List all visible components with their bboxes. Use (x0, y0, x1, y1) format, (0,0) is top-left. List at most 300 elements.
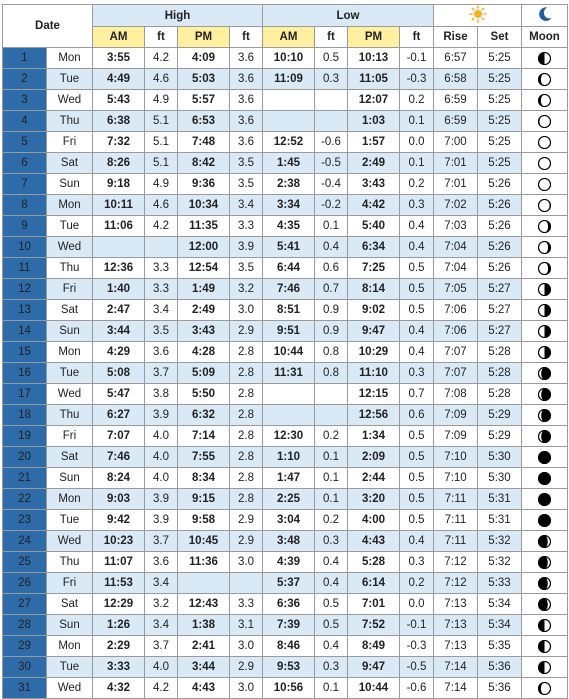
sunset-time: 5:27 (478, 300, 522, 321)
day-number: 7 (3, 174, 47, 195)
moon-phase-cell (522, 447, 568, 468)
high-pm-ft-header: ft (230, 27, 263, 48)
high-am-height: 3.8 (145, 384, 178, 405)
high-pm-time: 2:49 (178, 300, 230, 321)
tide-table-body (3, 48, 568, 699)
sunset-time: 5:31 (478, 489, 522, 510)
low-pm-time: 8:49 (348, 636, 400, 657)
day-number: 31 (3, 678, 47, 699)
moon-phase-cell (522, 300, 568, 321)
low-am-height: 0.7 (315, 279, 348, 300)
low-pm-height: 0.5 (400, 258, 434, 279)
moon-phase-header: Moon (522, 27, 568, 48)
low-am-time: 9:53 (263, 657, 315, 678)
low-am-height: 0.2 (315, 510, 348, 531)
high-pm-time: 7:55 (178, 447, 230, 468)
day-of-week: Sun (47, 321, 93, 342)
low-am-ft-header: ft (315, 27, 348, 48)
low-am-time: 6:36 (263, 594, 315, 615)
table-row (3, 216, 568, 237)
day-of-week: Fri (47, 132, 93, 153)
moon-new-icon (538, 157, 551, 170)
sunset-time: 5:25 (478, 111, 522, 132)
low-pm-time: 6:34 (348, 237, 400, 258)
high-pm-height: 3.6 (230, 69, 263, 90)
low-pm-time: 4:43 (348, 531, 400, 552)
day-of-week: Tue (47, 69, 93, 90)
moon-waxing-crescent-thin-icon (538, 199, 551, 212)
high-pm-time: 3:43 (178, 321, 230, 342)
high-pm-height: 2.8 (230, 447, 263, 468)
sunrise-time: 7:14 (434, 657, 478, 678)
moon-new-icon (538, 136, 551, 149)
low-pm-height: 0.5 (400, 447, 434, 468)
sunset-time: 5:26 (478, 195, 522, 216)
low-pm-time: 9:47 (348, 321, 400, 342)
sun-icon (469, 5, 487, 26)
moon-first-quarter-icon (538, 304, 551, 317)
table-row (3, 258, 568, 279)
high-pm-height: 2.8 (230, 384, 263, 405)
low-am-height: 0.1 (315, 489, 348, 510)
day-of-week: Thu (47, 111, 93, 132)
table-row (3, 489, 568, 510)
low-pm-time: 2:09 (348, 447, 400, 468)
low-am-height: 0.5 (315, 48, 348, 69)
sunrise-time: 6:59 (434, 111, 478, 132)
sunset-time: 5:28 (478, 384, 522, 405)
day-of-week: Fri (47, 279, 93, 300)
day-of-week: Tue (47, 510, 93, 531)
moon-phase-cell (522, 636, 568, 657)
high-pm-time: 12:00 (178, 237, 230, 258)
day-number: 6 (3, 153, 47, 174)
low-pm-height: -0.6 (400, 678, 434, 699)
moon-phase-cell (522, 510, 568, 531)
day-number: 24 (3, 531, 47, 552)
low-am-height: 0.1 (315, 678, 348, 699)
low-am-height: 0.3 (315, 69, 348, 90)
low-pm-height: 0.3 (400, 363, 434, 384)
sunrise-time: 7:10 (434, 447, 478, 468)
sunset-time: 5:25 (478, 132, 522, 153)
table-row (3, 552, 568, 573)
day-number: 19 (3, 426, 47, 447)
high-pm-time: 6:32 (178, 405, 230, 426)
sunrise-time: 7:06 (434, 300, 478, 321)
moon-last-quarter-icon (538, 640, 551, 653)
high-am-ft-header: ft (145, 27, 178, 48)
moon-phase-cell (522, 174, 568, 195)
high-pm-height: 3.0 (230, 636, 263, 657)
moon-phase-cell (522, 594, 568, 615)
table-row (3, 405, 568, 426)
low-pm-time: 6:14 (348, 573, 400, 594)
high-pm-height: 3.1 (230, 615, 263, 636)
low-am-time: 2:38 (263, 174, 315, 195)
low-am-time: 4:35 (263, 216, 315, 237)
moon-waxing-gibbous-icon (538, 388, 551, 401)
high-pm-time: 5:50 (178, 384, 230, 405)
high-am-time: 8:26 (93, 153, 145, 174)
high-pm-time: 4:43 (178, 678, 230, 699)
moon-last-quarter-icon (538, 52, 551, 65)
low-pm-height: 0.3 (400, 552, 434, 573)
day-of-week: Sat (47, 594, 93, 615)
day-of-week: Sun (47, 174, 93, 195)
low-am-height: 0.4 (315, 237, 348, 258)
moon-header (522, 5, 568, 27)
high-pm-height: 2.8 (230, 468, 263, 489)
table-row (3, 657, 568, 678)
high-pm-height: 3.2 (230, 279, 263, 300)
sunset-time: 5:26 (478, 237, 522, 258)
high-am-time: 3:33 (93, 657, 145, 678)
sunrise-time: 7:11 (434, 531, 478, 552)
low-pm-time: 12:07 (348, 90, 400, 111)
high-am-time: 1:40 (93, 279, 145, 300)
low-pm-height: 0.0 (400, 594, 434, 615)
low-am-height: 0.4 (315, 552, 348, 573)
high-pm-time: 11:36 (178, 552, 230, 573)
sunrise-time: 7:08 (434, 384, 478, 405)
high-am-time (93, 237, 145, 258)
high-am-height: 5.1 (145, 132, 178, 153)
high-pm-time: 10:34 (178, 195, 230, 216)
low-pm-height: 0.5 (400, 426, 434, 447)
high-pm-time: 4:28 (178, 342, 230, 363)
low-am-height (315, 384, 348, 405)
low-pm-time: 9:02 (348, 300, 400, 321)
day-of-week: Mon (47, 195, 93, 216)
moon-waning-crescent-icon (538, 73, 551, 86)
sunrise-time: 7:01 (434, 153, 478, 174)
day-of-week: Wed (47, 678, 93, 699)
moon-full-icon (538, 451, 551, 464)
low-am-height: 0.3 (315, 657, 348, 678)
sunrise-time: 7:04 (434, 258, 478, 279)
day-of-week: Sun (47, 615, 93, 636)
high-am-height: 3.6 (145, 342, 178, 363)
sunset-time: 5:26 (478, 174, 522, 195)
moon-waxing-crescent-icon (538, 220, 551, 233)
low-am-height: 0.9 (315, 300, 348, 321)
high-am-height: 3.3 (145, 279, 178, 300)
low-am-time: 9:51 (263, 321, 315, 342)
high-am-height: 3.4 (145, 300, 178, 321)
low-am-time: 3:04 (263, 510, 315, 531)
high-am-height: 3.9 (145, 489, 178, 510)
moon-waxing-crescent-icon (538, 262, 551, 275)
low-am-time: 3:48 (263, 531, 315, 552)
moon-phase-cell (522, 657, 568, 678)
high-am-height: 4.0 (145, 426, 178, 447)
high-pm-time: 8:34 (178, 468, 230, 489)
moon-phase-cell (522, 405, 568, 426)
low-pm-time: 10:44 (348, 678, 400, 699)
day-of-week: Wed (47, 237, 93, 258)
high-pm-time: 3:44 (178, 657, 230, 678)
moon-first-quarter-icon (538, 283, 551, 296)
low-am-height: 0.5 (315, 615, 348, 636)
day-of-week: Fri (47, 573, 93, 594)
table-row (3, 384, 568, 405)
high-am-time: 3:44 (93, 321, 145, 342)
day-number: 27 (3, 594, 47, 615)
moon-first-quarter-icon (538, 346, 551, 359)
high-pm-time: 1:38 (178, 615, 230, 636)
moon-first-quarter-icon (538, 325, 551, 338)
low-pm-height: 0.5 (400, 300, 434, 321)
high-am-time: 4:29 (93, 342, 145, 363)
high-am-height: 4.9 (145, 174, 178, 195)
high-am-height: 3.6 (145, 552, 178, 573)
high-am-height: 4.9 (145, 90, 178, 111)
sunset-time: 5:28 (478, 363, 522, 384)
day-of-week: Fri (47, 426, 93, 447)
high-am-time: 9:42 (93, 510, 145, 531)
sunrise-time: 7:09 (434, 405, 478, 426)
moon-phase-cell (522, 531, 568, 552)
high-pm-height: 2.9 (230, 657, 263, 678)
sunrise-time: 7:14 (434, 678, 478, 699)
table-row (3, 153, 568, 174)
high-pm-height: 2.9 (230, 531, 263, 552)
day-of-week: Wed (47, 384, 93, 405)
sunrise-time: 6:57 (434, 48, 478, 69)
day-number: 17 (3, 384, 47, 405)
sunset-time: 5:27 (478, 279, 522, 300)
day-number: 8 (3, 195, 47, 216)
low-pm-height: 0.4 (400, 531, 434, 552)
sunset-time: 5:30 (478, 468, 522, 489)
low-am-time: 1:10 (263, 447, 315, 468)
day-number: 2 (3, 69, 47, 90)
high-am-time: 10:11 (93, 195, 145, 216)
low-pm-height: -0.3 (400, 636, 434, 657)
moon-waning-gibbous-icon (538, 535, 551, 548)
moon-waning-crescent-icon (538, 94, 551, 107)
sunrise-time: 7:13 (434, 636, 478, 657)
sun-header (434, 5, 522, 27)
high-pm-height: 2.8 (230, 405, 263, 426)
sunrise-time: 7:11 (434, 489, 478, 510)
low-am-time: 12:52 (263, 132, 315, 153)
high-pm-time: 9:15 (178, 489, 230, 510)
high-pm-height: 3.6 (230, 90, 263, 111)
table-row (3, 90, 568, 111)
day-number: 3 (3, 90, 47, 111)
day-number: 10 (3, 237, 47, 258)
low-pm-time: 1:34 (348, 426, 400, 447)
sunset-time: 5:29 (478, 426, 522, 447)
high-am-height: 4.6 (145, 195, 178, 216)
moon-phase-cell (522, 237, 568, 258)
high-pm-time: 12:54 (178, 258, 230, 279)
low-am-height: 0.3 (315, 531, 348, 552)
sunrise-time: 7:07 (434, 342, 478, 363)
low-pm-height: 0.2 (400, 90, 434, 111)
high-am-height: 3.7 (145, 636, 178, 657)
high-pm-height: 2.8 (230, 342, 263, 363)
low-pm-height: -0.1 (400, 615, 434, 636)
low-pm-height: 0.4 (400, 237, 434, 258)
table-row (3, 279, 568, 300)
sunset-time: 5:26 (478, 216, 522, 237)
high-am-height: 3.4 (145, 573, 178, 594)
low-am-height: 0.2 (315, 426, 348, 447)
sunset-time: 5:25 (478, 48, 522, 69)
sunset-time: 5:29 (478, 405, 522, 426)
day-of-week: Mon (47, 342, 93, 363)
low-pm-height: 0.2 (400, 573, 434, 594)
low-pm-ft-header: ft (400, 27, 434, 48)
crescent-moon-icon (536, 5, 554, 26)
moon-waning-gibbous-icon (538, 577, 551, 590)
table-row (3, 447, 568, 468)
moon-waxing-crescent-icon (538, 241, 551, 254)
low-am-height: -0.2 (315, 195, 348, 216)
low-pm-height: 0.2 (400, 174, 434, 195)
moon-phase-cell (522, 363, 568, 384)
low-pm-time: 7:52 (348, 615, 400, 636)
low-pm-time: 2:44 (348, 468, 400, 489)
table-row (3, 531, 568, 552)
day-of-week: Sat (47, 300, 93, 321)
sunrise-time: 7:04 (434, 237, 478, 258)
day-number: 16 (3, 363, 47, 384)
low-am-height: 0.4 (315, 573, 348, 594)
sunrise-time: 7:06 (434, 321, 478, 342)
high-am-height (145, 237, 178, 258)
high-am-time: 5:43 (93, 90, 145, 111)
moon-phase-cell (522, 468, 568, 489)
low-pm-height: 0.0 (400, 132, 434, 153)
low-am-header: AM (263, 27, 315, 48)
low-pm-time: 9:47 (348, 657, 400, 678)
high-pm-height: 3.5 (230, 258, 263, 279)
low-am-time: 1:45 (263, 153, 315, 174)
low-am-time: 10:44 (263, 342, 315, 363)
low-am-height (315, 90, 348, 111)
moon-phase-cell (522, 489, 568, 510)
low-pm-height: 0.4 (400, 342, 434, 363)
high-pm-height: 3.0 (230, 300, 263, 321)
low-pm-height: 0.4 (400, 216, 434, 237)
high-am-time: 4:49 (93, 69, 145, 90)
moon-phase-cell (522, 552, 568, 573)
high-pm-height: 3.9 (230, 237, 263, 258)
moon-waning-gibbous-icon (538, 556, 551, 569)
high-am-height: 4.2 (145, 216, 178, 237)
day-of-week: Tue (47, 216, 93, 237)
sunset-time: 5:25 (478, 69, 522, 90)
day-of-week: Thu (47, 405, 93, 426)
date-header: Date (3, 5, 93, 48)
moon-last-quarter-icon (538, 661, 551, 674)
moon-phase-cell (522, 48, 568, 69)
low-pm-time: 5:40 (348, 216, 400, 237)
low-am-time: 11:09 (263, 69, 315, 90)
sunrise-time: 7:03 (434, 216, 478, 237)
high-pm-height: 3.0 (230, 552, 263, 573)
low-am-time: 7:39 (263, 615, 315, 636)
sunrise-time: 7:02 (434, 195, 478, 216)
day-number: 26 (3, 573, 47, 594)
moon-phase-cell (522, 615, 568, 636)
high-pm-height: 3.6 (230, 48, 263, 69)
high-am-height: 4.2 (145, 48, 178, 69)
high-am-time: 9:18 (93, 174, 145, 195)
table-row (3, 615, 568, 636)
low-am-time: 3:34 (263, 195, 315, 216)
day-number: 30 (3, 657, 47, 678)
high-pm-time: 1:49 (178, 279, 230, 300)
moon-phase-cell (522, 426, 568, 447)
high-pm-height: 2.8 (230, 489, 263, 510)
high-am-time: 11:07 (93, 552, 145, 573)
low-pm-height: 0.1 (400, 153, 434, 174)
high-am-height: 3.3 (145, 258, 178, 279)
high-am-height: 3.2 (145, 594, 178, 615)
low-am-height: 0.5 (315, 594, 348, 615)
low-am-time: 10:10 (263, 48, 315, 69)
high-am-time: 8:24 (93, 468, 145, 489)
high-am-time: 2:47 (93, 300, 145, 321)
moon-full-icon (538, 514, 551, 527)
high-pm-height: 3.3 (230, 216, 263, 237)
table-row (3, 321, 568, 342)
sunrise-time: 7:10 (434, 468, 478, 489)
high-am-height: 4.2 (145, 678, 178, 699)
high-pm-time: 12:43 (178, 594, 230, 615)
tide-table-container (2, 4, 567, 699)
high-pm-height: 3.4 (230, 195, 263, 216)
high-am-height: 4.6 (145, 69, 178, 90)
low-am-height: 0.9 (315, 321, 348, 342)
high-am-height: 4.0 (145, 447, 178, 468)
low-pm-time: 4:00 (348, 510, 400, 531)
low-pm-height: 0.6 (400, 405, 434, 426)
moon-phase-cell (522, 69, 568, 90)
low-am-height: 0.6 (315, 258, 348, 279)
sunset-time: 5:34 (478, 594, 522, 615)
low-am-time (263, 90, 315, 111)
table-row (3, 111, 568, 132)
high-pm-height: 3.3 (230, 594, 263, 615)
table-row (3, 363, 568, 384)
high-am-height: 4.0 (145, 468, 178, 489)
low-am-time: 8:46 (263, 636, 315, 657)
day-number: 11 (3, 258, 47, 279)
day-of-week: Sat (47, 447, 93, 468)
high-pm-height (230, 573, 263, 594)
low-am-height: 0.1 (315, 216, 348, 237)
sunrise-header: Rise (434, 27, 478, 48)
day-of-week: Mon (47, 48, 93, 69)
low-am-time: 11:31 (263, 363, 315, 384)
low-am-time: 10:56 (263, 678, 315, 699)
sunrise-time: 7:12 (434, 552, 478, 573)
high-am-time: 7:32 (93, 132, 145, 153)
high-am-time: 12:36 (93, 258, 145, 279)
low-am-height: -0.6 (315, 132, 348, 153)
moon-waxing-gibbous-icon (538, 430, 551, 443)
moon-new-icon (538, 178, 551, 191)
table-row (3, 636, 568, 657)
high-pm-time: 9:58 (178, 510, 230, 531)
day-number: 5 (3, 132, 47, 153)
